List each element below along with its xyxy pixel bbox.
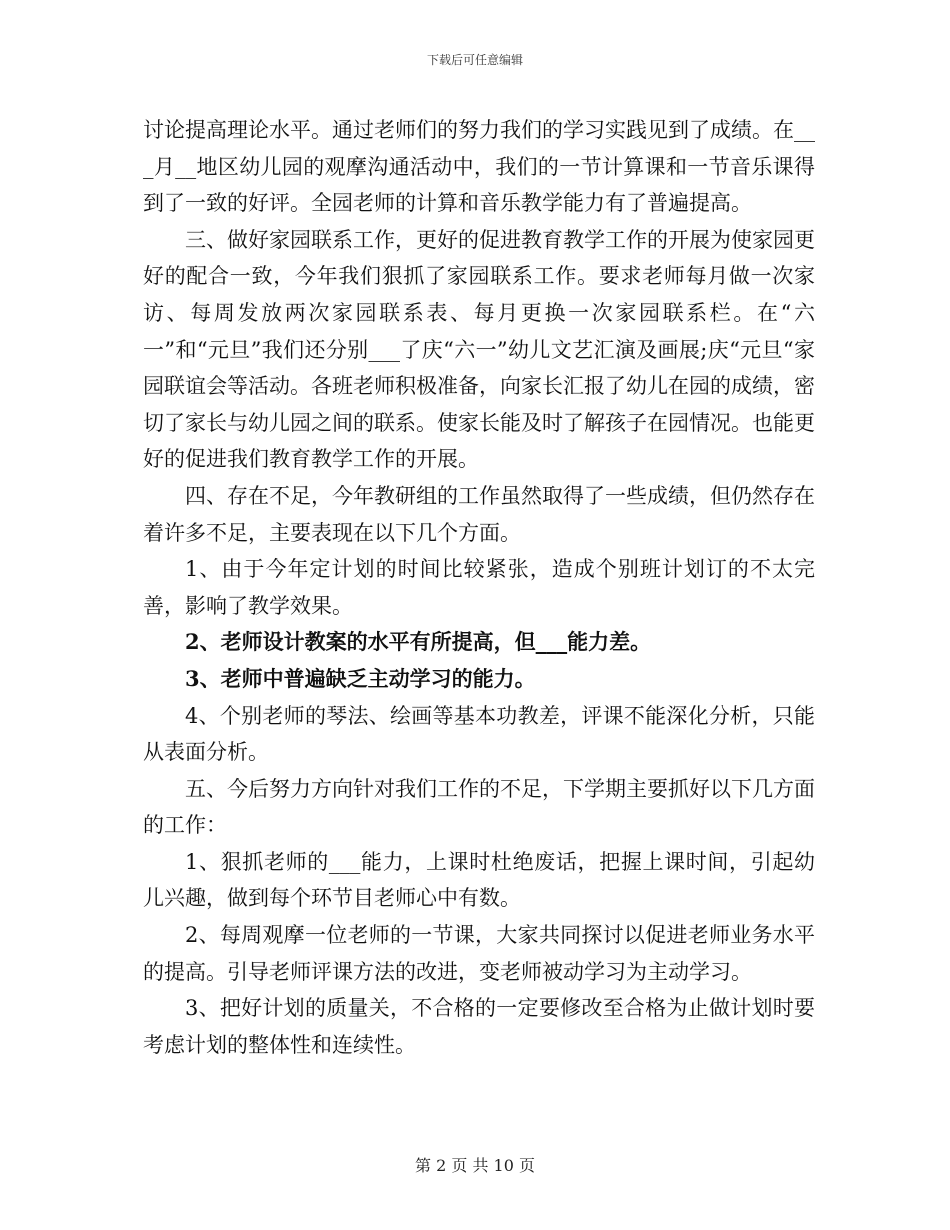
paragraph-6: 3、老师中普遍缺乏主动学习的能力。 (185, 665, 536, 691)
paragraph-3: 四、存在不足，今年教研组的工作虽然取得了一些成绩，但仍然存在着许多不足，主要表现在以下几个方面。 (143, 483, 815, 545)
page-footer-page-number: 第 2 页 共 10 页 (415, 1156, 535, 1175)
paragraph-11: 3、把好计划的质量关，不合格的一定要修改至合格为止做计划时要考虑计划的整体性和连续性。 (143, 996, 815, 1057)
page-header-note: 下载后可任意编辑 (426, 53, 523, 67)
paragraph-1: 讨论提高理论水平。通过老师们的努力我们的学习实践见到了成绩。在___月__地区幼儿园的观摩沟通活动中，我们的一节计算课和一节音乐课得到了一致的好评。全园老师的计算和音乐教学能力有了普遍提高。 (143, 118, 815, 216)
paragraph-7: 4、个别老师的琴法、绘画等基本功教差，评课不能深化分析，只能从表面分析。 (143, 703, 815, 765)
paragraph-5: 2、老师设计教案的水平有所提高，但___能力差。 (185, 629, 652, 655)
paragraph-2: 三、做好家园联系工作，更好的促进教育教学工作的开展为使家园更好的配合一致，今年我们狠抓了家园联系工作。要求老师每月做一次家访、每周发放两次家园联系表、每月更换一次家园联系栏。在“六一”和“元旦”我们还分别___了庆“六一”幼儿文艺汇演及画展;庆“元旦“家园联谊会等活动。各班老师积极准备，向家长汇报了幼儿在园的成绩，密切了家长与幼儿园之间的联系。使家长能及时了解孩子在园情况。也能更好的促进我们教育教学工作的开展。 (143, 227, 815, 472)
paragraph-9: 1、狠抓老师的___能力，上课时杜绝废话，把握上课时间，引起幼儿兴趣，做到每个环节目老师心中有数。 (143, 849, 815, 911)
document-body (143, 112, 815, 1063)
paragraph-4: 1、由于今年定计划的时间比较紧张，造成个别班计划订的不太完善，影响了教学效果。 (143, 557, 815, 618)
paragraph-10: 2、每周观摩一位老师的一节课，大家共同探讨以促进老师业务水平的提高。引导老师评课方法的改进，变老师被动学习为主动学习。 (143, 923, 815, 984)
paragraph-8: 五、今后努力方向针对我们工作的不足，下学期主要抓好以下几方面的工作： (143, 776, 815, 838)
